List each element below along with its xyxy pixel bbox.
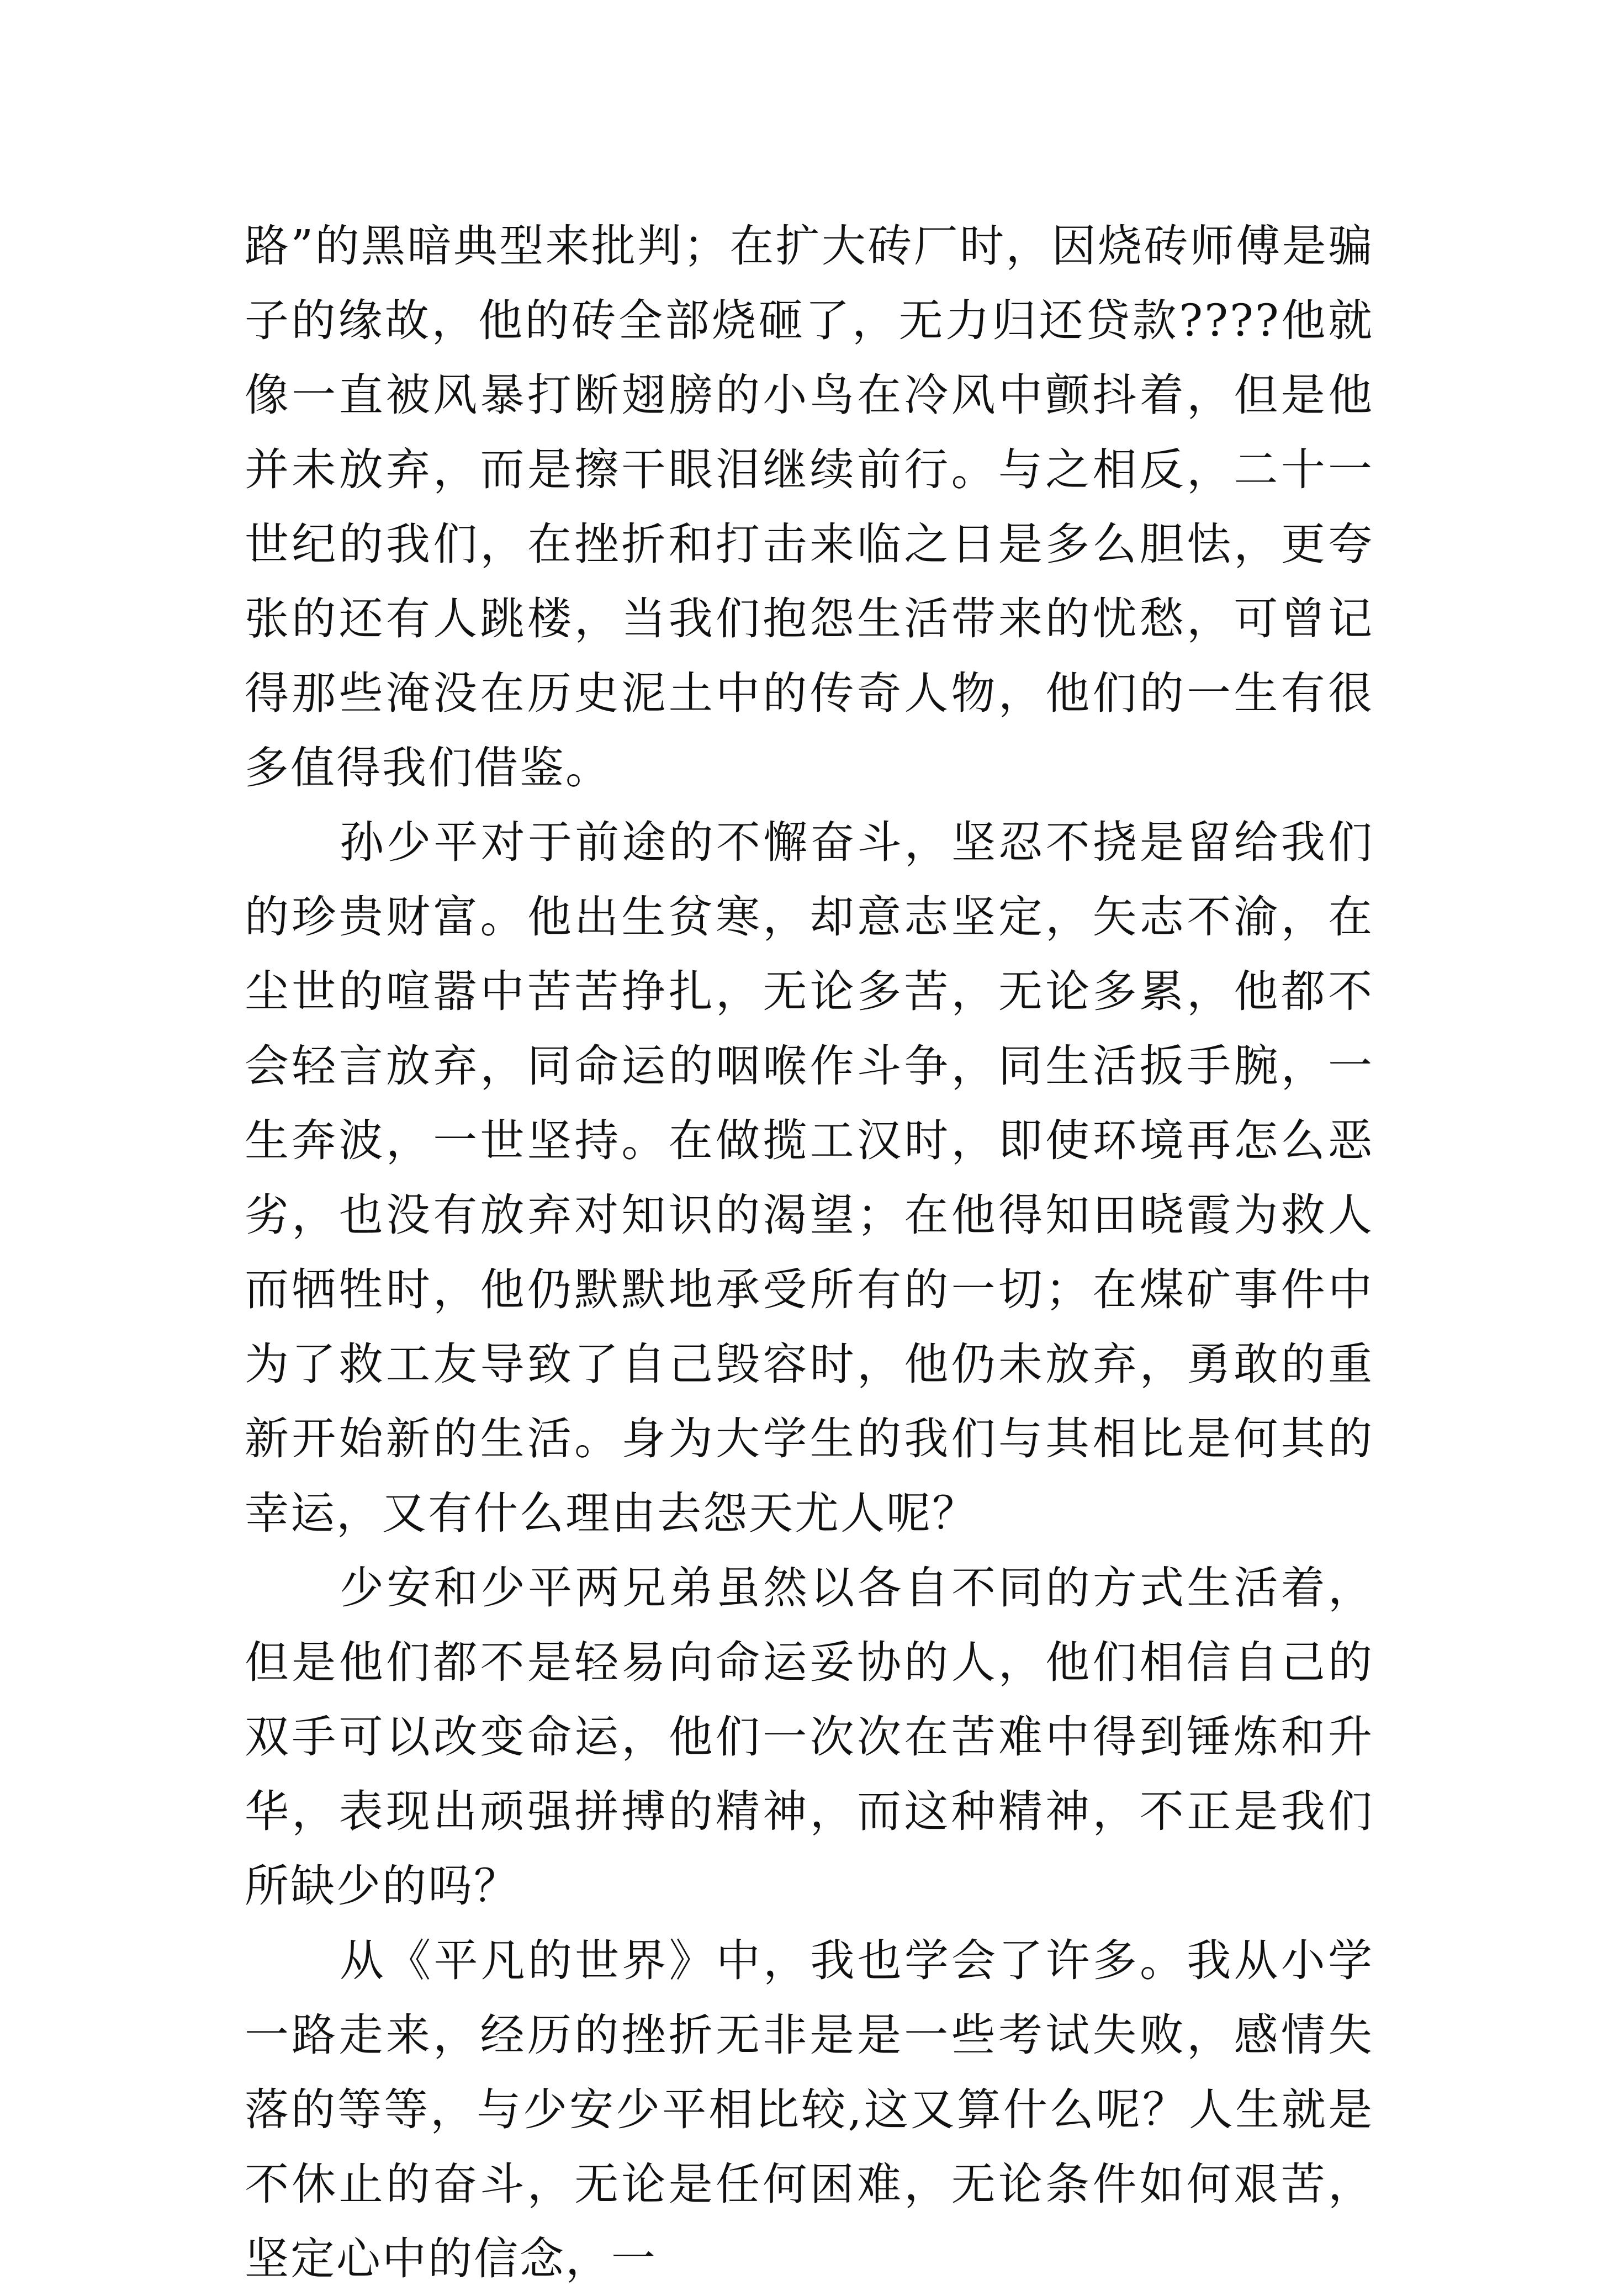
paragraph-sun-shaoping: 孙少平对于前途的不懈奋斗，坚忍不挠是留给我们的珍贵财富。他出生贫寒，却意志坚定，矢志不渝，在尘世的喧嚣中苦苦挣扎，无论多苦，无论多累，他都不会轻言放弃，同命运的咽喉作斗争，同生活扳手腕，一生奔波，一世坚持。在做揽工汉时，即使环境再怎么恶劣，也没有放弃对知识的渴望；在他得知田晓霞为救人而牺牲时，他仍默默地承受所有的一切；在煤矿事件中为了救工友导致了自己毁容时，他仍未放弃，勇敢的重新开始新的生活。身为大学生的我们与其相比是何其的幸运，又有什么理由去怨天尤人呢？ [245, 817, 1374, 1539]
document-body [245, 209, 1374, 2296]
paragraph-continuation: 路”的黑暗典型来批判；在扩大砖厂时，因烧砖师傅是骗子的缘故，他的砖全部烧砸了，无力归还贷款????他就像一直被风暴打断翅膀的小鸟在冷风中颤抖着，但是他并未放弃，而是擦干眼泪继续前行。与之相反，二十一世纪的我们，在挫折和打击来临之日是多么胆怯，更夸张的还有人跳楼，当我们抱怨生活带来的忧愁，可曾记得那些淹没在历史泥土中的传奇人物，他们的一生有很多值得我们借鉴。 [245, 220, 1374, 793]
paragraph-reflection: 从《平凡的世界》中，我也学会了许多。我从小学一路走来，经历的挫折无非是是一些考试失败，感情失落的等等，与少安少平相比较,这又算什么呢？人生就是不休止的奋斗，无论是任何困难，无论条件如何艰苦，坚定心中的信念，一 [245, 1935, 1374, 2284]
paragraph-brothers: 少安和少平两兄弟虽然以各自不同的方式生活着，但是他们都不是轻易向命运妥协的人，他们相信自己的双手可以改变命运，他们一次次在苦难中得到锤炼和升华，表现出顽强拼搏的精神，而这种精神，不正是我们所缺少的吗？ [245, 1562, 1374, 1912]
